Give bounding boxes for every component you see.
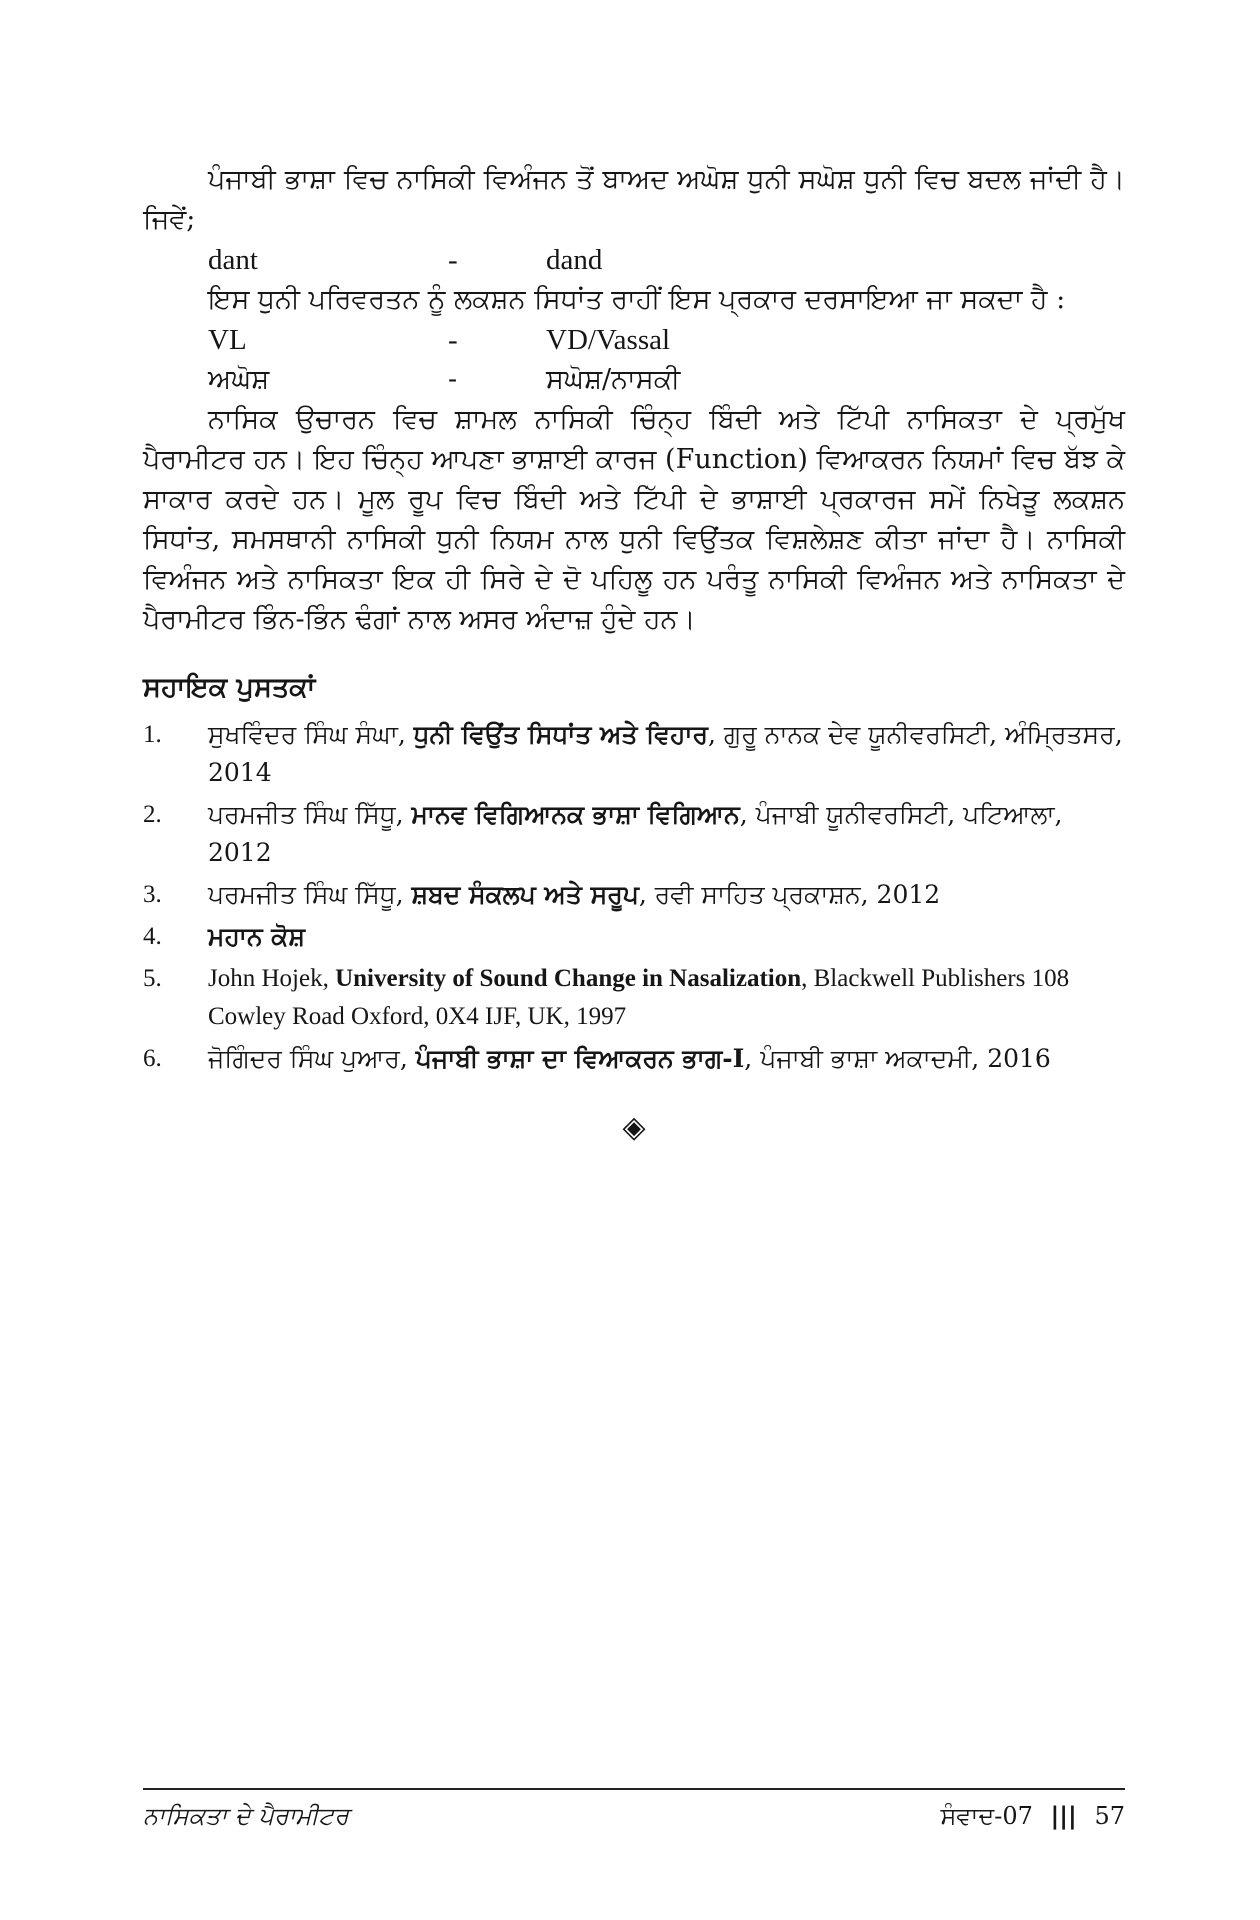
- example-1-right: dand: [546, 244, 603, 276]
- footer-divider: [143, 1788, 1125, 1790]
- reference-title: ਪੰਜਾਬੀ ਭਾਸ਼ਾ ਦਾ ਵਿਆਕਰਨ ਭਾਗ-I: [415, 1044, 745, 1073]
- diamond-ornament-icon: ◈: [622, 1110, 646, 1145]
- reference-number: 4.: [143, 923, 162, 950]
- reference-number: 2.: [143, 801, 162, 828]
- reference-details: , ਪੰਜਾਬੀ ਭਾਸ਼ਾ ਅਕਾਦਮੀ, 2016: [744, 1044, 1051, 1073]
- example-row-1: [143, 240, 1125, 280]
- example-2-dash: -: [448, 324, 458, 356]
- reference-item: [143, 960, 1125, 1036]
- example-3-left: ਅਘੋਸ਼: [208, 364, 270, 395]
- reference-details: , ਰਵੀ ਸਾਹਿਤ ਪ੍ਰਕਾਸ਼ਨ, 2012: [638, 880, 941, 909]
- reference-author: ਪਰਮਜੀਤ ਸਿੰਘ ਸਿੱਧੂ,: [208, 800, 412, 829]
- paragraph-2: ਇਸ ਧੁਨੀ ਪਰਿਵਰਤਨ ਨੂੰ ਲਕਸ਼ਨ ਸਿਧਾਂਤ ਰਾਹੀਂ ਇਸ ਪ੍ਰਕਾਰ ਦਰਸਾਇਆ ਜਾ ਸਕਦਾ ਹੈ :: [208, 284, 1066, 315]
- reference-details: , Blackwell Publishers 108 Cowley Road Oxford, 0X4 IJF, UK, 1997: [208, 965, 1070, 1030]
- reference-number: 5.: [143, 965, 162, 992]
- page-content: [143, 160, 1125, 1146]
- references-list: [143, 716, 1125, 1078]
- references-heading: ਸਹਾਇਕ ਪੁਸਤਕਾਂ: [143, 672, 316, 703]
- example-1-left: dant: [208, 244, 258, 276]
- example-3-right: ਸਘੋਸ਼/ਨਾਸਕੀ: [546, 364, 681, 395]
- reference-item: [143, 876, 1125, 914]
- reference-item: [143, 716, 1125, 792]
- reference-item: [143, 796, 1125, 872]
- running-title: ਨਾਸਿਕਤਾ ਦੇ ਪੈਰਾਮੀਟਰ: [143, 1802, 349, 1830]
- reference-item: [143, 1040, 1125, 1078]
- example-row-2: [143, 320, 1125, 360]
- example-2-left: VL: [208, 324, 247, 356]
- page-footer: [143, 1802, 1125, 1842]
- reference-details: , ਗੁਰੂ ਨਾਨਕ ਦੇਵ ਯੂਨੀਵਰਸਿਟੀ, ਅੰਮ੍ਰਿਤਸਰ, 2014: [208, 720, 1123, 787]
- reference-author: John Hojek,: [208, 965, 336, 992]
- separator-bars: |||: [1050, 1802, 1077, 1830]
- example-1-dash: -: [448, 244, 458, 276]
- reference-title: ਧੁਨੀ ਵਿਉਂਤ ਸਿਧਾਂਤ ਅਤੇ ਵਿਹਾਰ: [413, 720, 708, 749]
- page-number: 57: [1094, 1802, 1125, 1830]
- reference-details: , ਪੰਜਾਬੀ ਯੂਨੀਵਰਸਿਟੀ, ਪਟਿਆਲਾ, 2012: [208, 800, 1063, 867]
- footer-right: [940, 1802, 1125, 1830]
- reference-author: ਜੋਗਿੰਦਰ ਸਿੰਘ ਪੁਆਰ,: [208, 1044, 416, 1073]
- paragraph-1: ਪੰਜਾਬੀ ਭਾਸ਼ਾ ਵਿਚ ਨਾਸਿਕੀ ਵਿਅੰਜਨ ਤੋਂ ਬਾਅਦ ਅਘੋਸ਼ ਧੁਨੀ ਸਘੋਸ਼ ਧੁਨੀ ਵਿਚ ਬਦਲ ਜਾਂਦੀ ਹੈ। ਜਿਵੇਂ;: [143, 164, 1125, 235]
- reference-number: 6.: [143, 1045, 162, 1072]
- reference-title: ਮਹਾਨ ਕੋਸ਼: [208, 922, 305, 951]
- example-row-3: [143, 360, 1125, 400]
- journal-name: ਸੰਵਾਦ-07: [940, 1802, 1033, 1830]
- reference-number: 3.: [143, 881, 162, 908]
- reference-author: ਪਰਮਜੀਤ ਸਿੰਘ ਸਿੱਧੂ,: [208, 880, 412, 909]
- example-3-dash: -: [448, 364, 458, 395]
- reference-title: ਸ਼ਬਦ ਸੰਕਲਪ ਅਤੇ ਸਰੂਪ: [411, 880, 639, 909]
- reference-item: [143, 918, 1125, 956]
- paragraph-3: ਨਾਸਿਕ ਉਚਾਰਨ ਵਿਚ ਸ਼ਾਮਲ ਨਾਸਿਕੀ ਚਿੰਨ੍ਹ ਬਿੰਦੀ ਅਤੇ ਟਿੱਪੀ ਨਾਸਿਕਤਾ ਦੇ ਪ੍ਰਮੁੱਖ ਪੈਰਾਮੀਟਰ ਹਨ। ਇਹ ਚਿੰਨ੍ਹ ਆਪਣਾ ਭਾਸ਼ਾਈ ਕਾਰਜ (Function) ਵਿਆਕਰਨ ਨਿਯਮਾਂ ਵਿਚ ਬੱਝ ਕੇ ਸਾਕਾਰ ਕਰਦੇ ਹਨ। ਮੂਲ ਰੂਪ ਵਿਚ ਬਿੰਦੀ ਅਤੇ ਟਿੱਪੀ ਦੇ ਭਾਸ਼ਾਈ ਪ੍ਰਕਾਰਜ ਸਮੇਂ ਨਿਖੇੜੂ ਲਕਸ਼ਨ ਸਿਧਾਂਤ, ਸਮਸਥਾਨੀ ਨਾਸਿਕੀ ਧੁਨੀ ਨਿਯਮ ਨਾਲ ਧੁਨੀ ਵਿਉਂਤਕ ਵਿਸ਼ਲੇਸ਼ਣ ਕੀਤਾ ਜਾਂਦਾ ਹੈ। ਨਾਸਿਕੀ ਵਿਅੰਜਨ ਅਤੇ ਨਾਸਿਕਤਾ ਇਕ ਹੀ ਸਿਰੇ ਦੇ ਦੋ ਪਹਿਲੂ ਹਨ ਪਰੰਤੂ ਨਾਸਿਕੀ ਵਿਅੰਜਨ ਅਤੇ ਨਾਸਿਕਤਾ ਦੇ ਪੈਰਾਮੀਟਰ ਭਿੰਨ-ਭਿੰਨ ਢੰਗਾਂ ਨਾਲ ਅਸਰ ਅੰਦਾਜ਼ ਹੁੰਦੇ ਹਨ।: [143, 404, 1125, 635]
- reference-author: ਸੁਖਵਿੰਦਰ ਸਿੰਘ ਸੰਘਾ,: [208, 720, 414, 749]
- reference-number: 1.: [143, 721, 162, 748]
- example-2-right: VD/Vassal: [546, 324, 671, 356]
- reference-title: ਮਾਨਵ ਵਿਗਿਆਨਕ ਭਾਸ਼ਾ ਵਿਗਿਆਨ: [411, 800, 740, 829]
- reference-title: University of Sound Change in Nasalization: [335, 965, 802, 992]
